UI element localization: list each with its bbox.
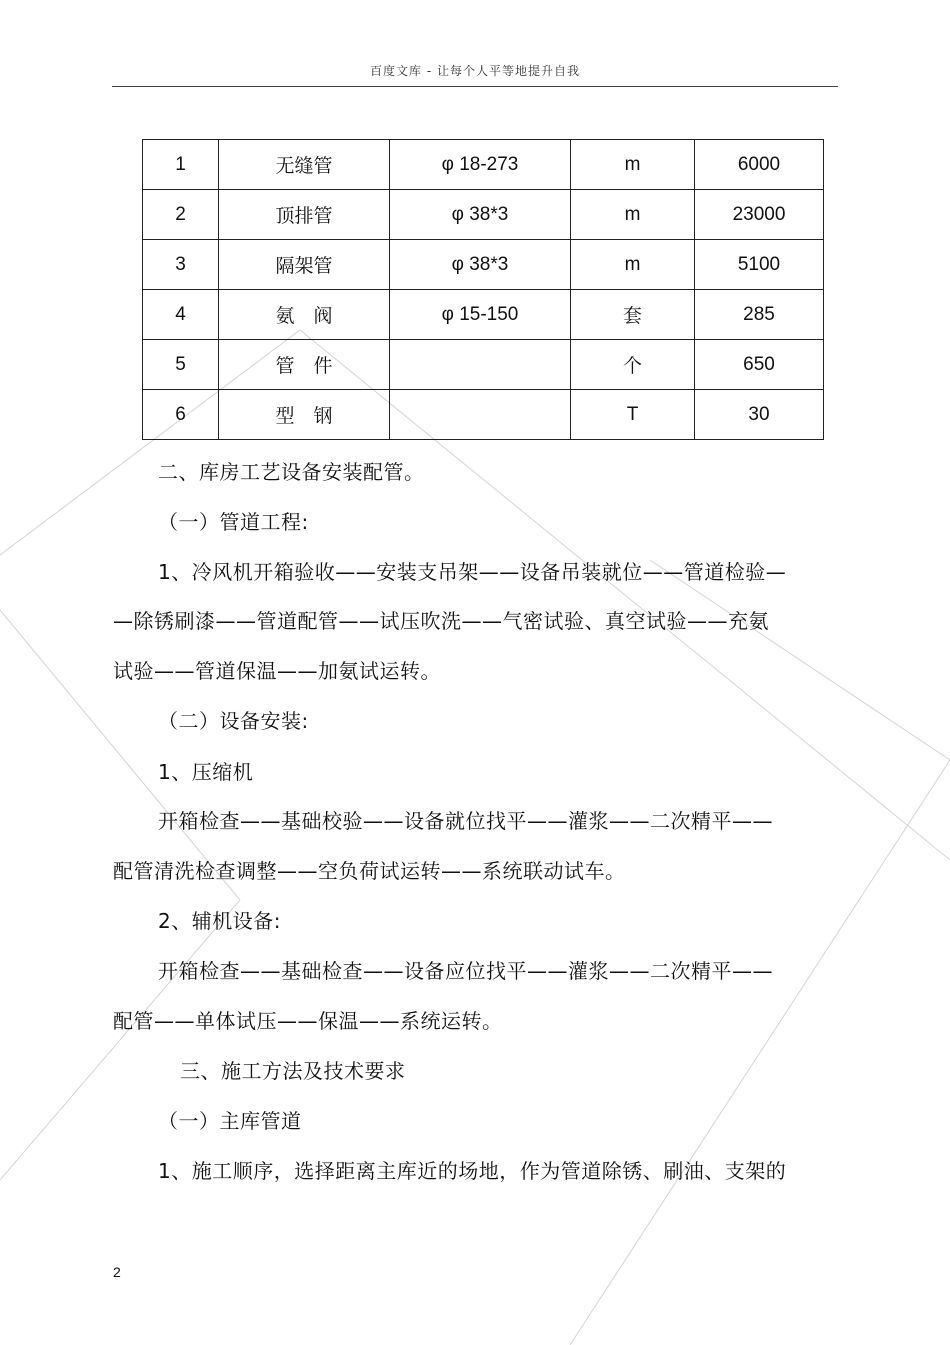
section-heading: 二、库房工艺设备安装配管。	[158, 460, 425, 484]
subsection-heading: （二）设备安装:	[158, 709, 309, 733]
table-row	[143, 290, 824, 340]
table-cell: 无缝管	[219, 140, 390, 190]
table-cell: 6	[143, 390, 219, 440]
table-cell: 3	[143, 240, 219, 290]
page-number: 2	[113, 1264, 121, 1280]
table-cell: 23000	[695, 190, 824, 240]
table-cell: φ 15-150	[390, 290, 571, 340]
section-heading: 三、施工方法及技术要求	[180, 1059, 406, 1083]
paragraph-line: —除锈刷漆——管道配管——试压吹洗——气密试验、真空试验——充氨	[113, 609, 769, 633]
header-divider	[112, 86, 838, 87]
table-cell: 5	[143, 340, 219, 390]
table-cell: 隔架管	[219, 240, 390, 290]
table-cell: φ 38*3	[390, 190, 571, 240]
table-cell: m	[571, 240, 695, 290]
table-cell: 个	[571, 340, 695, 390]
paragraph-line: 1、冷风机开箱验收——安装支吊架——设备吊装就位——管道检验—	[158, 560, 787, 584]
table-cell: 套	[571, 290, 695, 340]
table-row	[143, 190, 824, 240]
table-cell: 氨 阀	[219, 290, 390, 340]
subsection-heading: （一）管道工程:	[158, 510, 309, 534]
table-cell: φ 38*3	[390, 240, 571, 290]
table-cell	[390, 390, 571, 440]
paragraph-line: 配管——单体试压——保温——系统运转。	[113, 1009, 503, 1033]
table-cell: 6000	[695, 140, 824, 190]
paragraph-line: 试验——管道保温——加氨试运转。	[113, 659, 441, 683]
table-row	[143, 140, 824, 190]
table-cell: m	[571, 190, 695, 240]
table-row	[143, 240, 824, 290]
table-cell: 顶排管	[219, 190, 390, 240]
table-cell: 650	[695, 340, 824, 390]
item-heading: 2、辅机设备:	[158, 909, 281, 933]
table-cell: 5100	[695, 240, 824, 290]
paragraph-line: 开箱检查——基础校验——设备就位找平——灌浆——二次精平——	[158, 809, 773, 833]
page-header: 百度文库 - 让每个人平等地提升自我	[370, 64, 580, 78]
paragraph-line: 配管清洗检查调整——空负荷试运转——系统联动试车。	[113, 859, 626, 883]
table-cell: 285	[695, 290, 824, 340]
table-row	[143, 340, 824, 390]
subsection-heading: （一）主库管道	[158, 1109, 302, 1133]
table-cell: 30	[695, 390, 824, 440]
table-cell: 型 钢	[219, 390, 390, 440]
table-cell: 管 件	[219, 340, 390, 390]
table-cell: T	[571, 390, 695, 440]
paragraph-line: 1、施工顺序，选择距离主库近的场地，作为管道除锈、刷油、支架的	[158, 1159, 787, 1183]
materials-table	[142, 139, 824, 440]
table-row	[143, 390, 824, 440]
table-cell: 1	[143, 140, 219, 190]
table-cell	[390, 340, 571, 390]
table-cell: φ 18-273	[390, 140, 571, 190]
table-cell: m	[571, 140, 695, 190]
table-cell: 4	[143, 290, 219, 340]
table-cell: 2	[143, 190, 219, 240]
paragraph-line: 开箱检查——基础检查——设备应位找平——灌浆——二次精平——	[158, 959, 773, 983]
item-heading: 1、压缩机	[158, 760, 254, 784]
